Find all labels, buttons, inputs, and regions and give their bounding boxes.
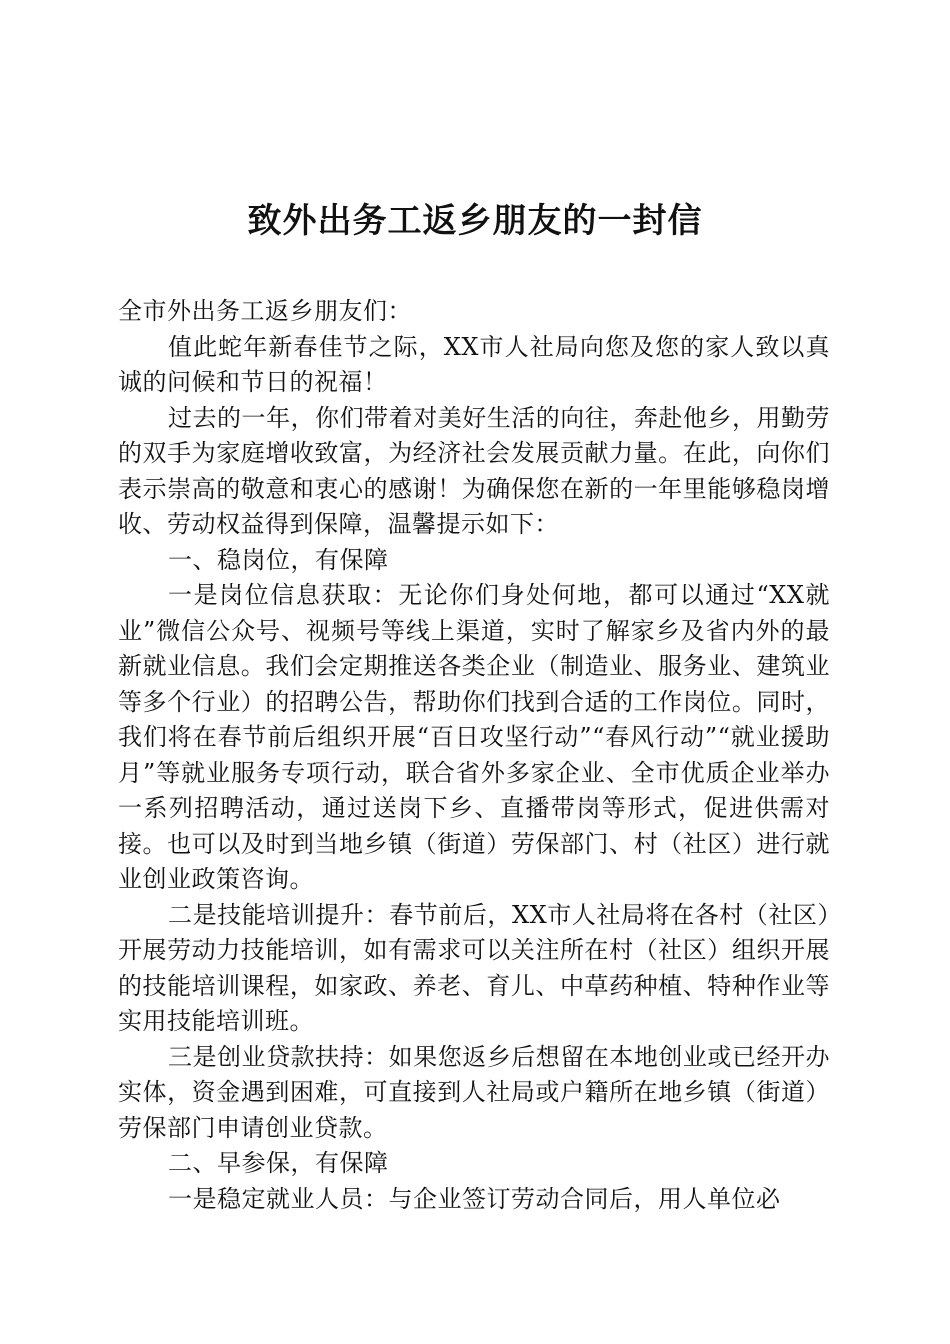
paragraph-startup-loans: 三是创业贷款扶持：如果您返乡后想留在本地创业或已经开办实体，资金遇到困难，可直接到人社局或户籍所在地乡镇（街道）劳保部门申请创业贷款。 (118, 1042, 830, 1142)
section-heading-insurance: 二、早参保，有保障 (168, 1149, 389, 1177)
salutation: 全市外出务工返乡朋友们： (118, 297, 412, 325)
paragraph-greeting: 值此蛇年新春佳节之际，XX市人社局向您及您的家人致以真诚的问候和节日的祝福！ (118, 332, 830, 396)
document-title: 致外出务工返乡朋友的一封信 (247, 201, 703, 241)
section-heading-jobs: 一、稳岗位，有保障 (168, 545, 389, 574)
paragraph-skill-training: 二是技能培训提升：春节前后，XX市人社局将在各村（社区）开展劳动力技能培训，如有需求可以关注所在村（社区）组织开展的技能培训课程，如家政、养老、育儿、中草药种植、特种作业等实用技能培训班。 (118, 900, 830, 1035)
letter-body (118, 294, 830, 1217)
paragraph-thanks: 过去的一年，你们带着对美好生活的向往，奔赴他乡，用勤劳的双手为家庭增收致富，为经济社会发展贡献力量。在此，向你们表示崇高的敬意和衷心的感谢！为确保您在新的一年里能够稳岗增收、劳动权益得到保障，温馨提示如下： (118, 403, 830, 538)
paragraph-job-info: 一是岗位信息获取：无论你们身处何地，都可以通过“XX就业”微信公众号、视频号等线上渠道，实时了解家乡及省内外的最新就业信息。我们会定期推送各类企业（制造业、服务业、建筑业等多个行业）的招聘公告，帮助你们找到合适的工作岗位。同时，我们将在春节前后组织开展“百日攻坚行动”“春风行动”“就业援助月”等就业服务专项行动，联合省外多家企业、全市优质企业举办一系列招聘活动，通过送岗下乡、直播带岗等形式，促进供需对接。也可以及时到当地乡镇（街道）劳保部门、村（社区）进行就业创业政策咨询。 (118, 581, 830, 893)
paragraph-stable-employment: 一是稳定就业人员：与企业签订劳动合同后，用人单位必 (168, 1184, 781, 1213)
